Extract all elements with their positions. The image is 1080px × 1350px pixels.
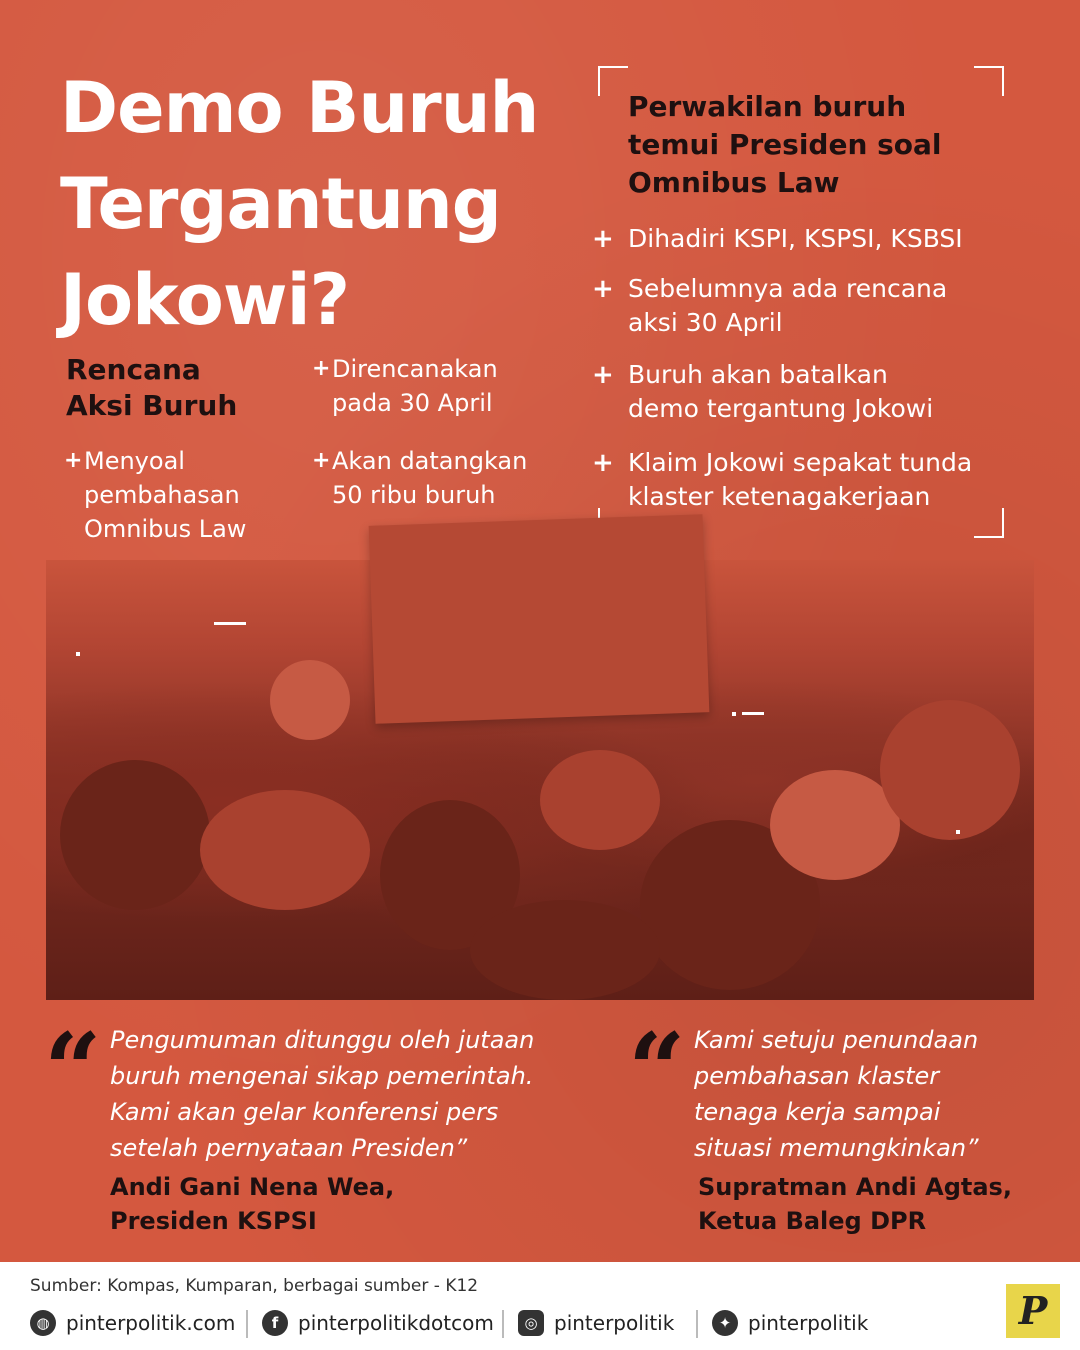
crowd-fan: [880, 700, 1020, 840]
plus-icon: +: [312, 356, 331, 381]
crowd-head: [270, 660, 350, 740]
left-heading-line: Aksi Buruh: [66, 389, 238, 422]
social-facebook[interactable]: [262, 1310, 494, 1336]
social-twitter[interactable]: [712, 1310, 868, 1336]
author-line: Ketua Baleg DPR: [698, 1207, 927, 1235]
plus-icon: +: [312, 448, 331, 473]
pinterpolitik-logo: P: [1006, 1284, 1060, 1338]
right-bullet-2: [592, 272, 948, 340]
right-bullet-4: [592, 446, 973, 514]
crowd-head: [540, 750, 660, 850]
source-text: Sumber: Kompas, Kumparan, berbagai sumber - K12: [30, 1276, 479, 1296]
bullet-line: pada 30 April: [332, 389, 493, 417]
decor-dot: [956, 830, 960, 834]
instagram-icon: ◎: [518, 1310, 544, 1336]
quote-line: situasi memungkinkan”: [694, 1134, 979, 1162]
quote-line: Kami setuju penundaan: [694, 1026, 979, 1054]
plus-icon: +: [592, 274, 614, 304]
decor-dot: [732, 712, 736, 716]
frame-corner-tl: [598, 66, 628, 96]
bullet-line: Buruh akan batalkan: [628, 360, 888, 389]
twitter-icon: ✦: [712, 1310, 738, 1336]
quote-line: tenaga kerja sampai: [694, 1098, 941, 1126]
footer-divider: [696, 1310, 698, 1338]
crowd-hat: [770, 770, 900, 880]
protest-placard: [369, 514, 710, 724]
bullet-line: Sebelumnya ada rencana: [628, 274, 948, 303]
title-line-1: Demo Buruh: [60, 67, 539, 149]
plus-icon: +: [592, 448, 614, 478]
left-bullet-2: [312, 352, 498, 420]
social-label: pinterpolitik: [748, 1311, 869, 1335]
title-line-3: Jokowi?: [60, 259, 350, 341]
right-heading-line: temui Presiden soal: [628, 128, 942, 161]
crowd-hat: [200, 790, 370, 910]
plus-icon: +: [592, 224, 614, 254]
page-title: [60, 60, 580, 348]
quote-2-text: [694, 1022, 979, 1166]
bullet-line: Dihadiri KSPI, KSPSI, KSBSI: [628, 224, 963, 253]
left-heading-line: Rencana: [66, 353, 201, 386]
social-label: pinterpolitik: [554, 1311, 675, 1335]
social-label: pinterpolitikdotcom: [298, 1311, 494, 1335]
right-section-heading: [628, 88, 1008, 202]
right-heading-line: Omnibus Law: [628, 166, 840, 199]
bullet-line: Klaim Jokowi sepakat tunda: [628, 448, 973, 477]
quote-mark-icon: “: [44, 1011, 102, 1129]
bullet-line: 50 ribu buruh: [332, 481, 496, 509]
quote-mark-icon: “: [628, 1011, 686, 1129]
right-bullet-1: [592, 222, 963, 256]
right-heading-line: Perwakilan buruh: [628, 90, 907, 123]
bullet-line: aksi 30 April: [628, 308, 783, 337]
bullet-line: Akan datangkan: [332, 447, 528, 475]
quote-line: Pengumuman ditunggu oleh jutaan: [110, 1026, 535, 1054]
bullet-line: klaster ketenagakerjaan: [628, 482, 931, 511]
social-instagram[interactable]: [518, 1310, 674, 1336]
bullet-line: Omnibus Law: [84, 515, 247, 543]
decor-dash: [214, 622, 246, 625]
quote-line: Kami akan gelar konferensi pers: [110, 1098, 499, 1126]
footer-divider: [246, 1310, 248, 1338]
bullet-line: demo tergantung Jokowi: [628, 394, 934, 423]
crowd-head: [60, 760, 210, 910]
left-section-heading: [66, 352, 286, 424]
quote-2-author: [698, 1170, 1012, 1238]
bullet-line: pembahasan: [84, 481, 240, 509]
footer-divider: [502, 1310, 504, 1338]
quote-1-text: [110, 1022, 534, 1166]
crowd-head: [470, 900, 660, 1000]
quote-line: pembahasan klaster: [694, 1062, 940, 1090]
quote-line: buruh mengenai sikap pemerintah.: [110, 1062, 534, 1090]
decor-dot: [76, 652, 80, 656]
frame-corner-br: [974, 508, 1004, 538]
globe-icon: ◍: [30, 1310, 56, 1336]
facebook-icon: f: [262, 1310, 288, 1336]
quote-line: setelah pernyataan Presiden”: [110, 1134, 468, 1162]
decor-dash: [742, 712, 764, 715]
plus-icon: +: [592, 360, 614, 390]
title-line-2: Tergantung: [60, 163, 501, 245]
quote-1-author: [110, 1170, 394, 1238]
left-bullet-3: [312, 444, 528, 512]
author-line: Supratman Andi Agtas,: [698, 1173, 1012, 1201]
author-line: Andi Gani Nena Wea,: [110, 1173, 395, 1201]
bullet-line: Direncanakan: [332, 355, 498, 383]
social-label: pinterpolitik.com: [66, 1311, 236, 1335]
right-bullet-3: [592, 358, 934, 426]
social-website[interactable]: [30, 1310, 235, 1336]
author-line: Presiden KSPSI: [110, 1207, 317, 1235]
left-bullet-1: [64, 444, 247, 546]
bullet-line: Menyoal: [84, 447, 185, 475]
plus-icon: +: [64, 448, 83, 473]
